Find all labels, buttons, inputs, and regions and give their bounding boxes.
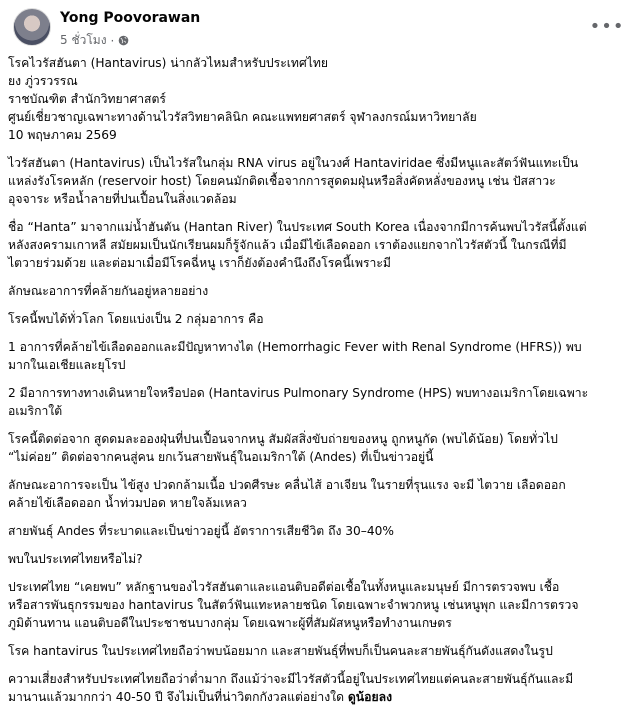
text-line: อุจจาระ หรือน้ำลายที่ปนเปื้อนในสิ่งแวดล้อม (8, 192, 237, 206)
author-name[interactable]: Yong Poovorawan (60, 10, 201, 26)
text-line: สายพันธุ์ Andes ที่ระบาดและเป็นข่าวอยู่นี้ อัตราการเสียชีวิต ถึง 30–40% (8, 524, 394, 538)
text-line: ลักษณะอาการจะเป็น ไข้สูง ปวดกล้ามเนื้อ ปวดศีรษะ คลื่นไส้ อาเจียน ในรายที่รุนแรง จะมี ไตวาย เลือดออก (8, 478, 566, 492)
text-line: 2 มีอาการทางทางเดินหายใจหรือปอด (Hantavirus Pulmonary Syndrome (HPS) พบทางอเมริกาโดยเฉพาะ (8, 386, 589, 400)
text-span: มานานแล้วมากกว่า 40-50 ปี จึงไม่เป็นที่น่าวิตกกังวลแต่อย่างใด (8, 690, 345, 704)
text-line: แหล่งรังโรคหลัก (reservoir host) โดยคนมักติดเชื้อจากการสูดดมฝุ่นหรือสิ่งคัดหลั่งของหนู เช่น ปัสสาวะ (8, 174, 556, 188)
text-line: ศูนย์เชี่ยวชาญเฉพาะทางด้านไวรัสวิทยาคลินิก คณะแพทยศาสตร์ จุฬาลงกรณ์มหาวิทยาลัย (8, 110, 477, 124)
author-avatar[interactable] (13, 8, 51, 46)
text-line: ยง ภู่วรวรรณ (8, 74, 78, 88)
meta-separator: · (110, 33, 115, 48)
text-line: ชื่อ “Hanta” มาจากแม่น้ำฮันตัน (Hantan River) ในประเทศ South Korea เนื่องจากมีการค้นพบไวรัสนี้ตั้งแต่ (8, 220, 587, 234)
text-line: “ไม่ค่อย” ติดต่อจากคนสู่คน ยกเว้นสายพันธุ์ในอเมริกาใต้ (Andes) ที่เป็นข่าวอยู่นี้ (8, 450, 434, 464)
post-body (8, 51, 628, 706)
text-line: โรคไวรัสฮันตา (Hantavirus) น่ากลัวไหมสำหรับประเทศไทย (8, 56, 329, 70)
text-line: พบในประเทศไทยหรือไม่? (8, 552, 143, 566)
text-line: ประเทศไทย “เคยพบ” หลักฐานของไวรัสฮันตาและแอนติบอดีต่อเชื้อในทั้งหนูและมนุษย์ มีการตรวจพบ เชื้อ (8, 580, 560, 594)
text-line: ไตวายร่วมด้วย และต่อมาเมื่อมีโรคฉี่หนู เราก็ยังต้องคำนึงถึงโรคนี้เพราะมี (8, 256, 391, 270)
text-line: ลักษณะอาการที่คล้ายกันอยู่หลายอย่าง (8, 284, 209, 298)
text-line: ภูมิต้านทาน แอนติบอดีในประชาชนบางกลุ่ม โดยเฉพาะผู้ที่สัมผัสหนูหรือทำงานเกษตร (8, 616, 452, 630)
see-less-link[interactable]: ดูน้อยลง (347, 690, 393, 704)
more-dots-icon[interactable]: ••• (589, 15, 625, 37)
globe-icon (118, 35, 129, 46)
text-line: มากในเอเชียและยุโรป (8, 358, 126, 372)
post-meta (60, 31, 129, 50)
text-line: อเมริกาใต้ (8, 404, 63, 418)
post-time[interactable]: 5 ชั่วโมง (60, 33, 107, 47)
text-line: โรคนี้พบได้ทั่วโลก โดยแบ่งเป็น 2 กลุ่มอาการ คือ (8, 312, 264, 326)
text-line (8, 688, 628, 706)
text-line: หรือสารพันธุกรรมของ hantavirus ในสัตว์ฟันแทะหลายชนิด โดยเฉพาะจำพวกหนู เช่นหนูพุก และมีการตรวจ (8, 598, 579, 612)
text-line: คล้ายไข้เลือดออก น้ำท่วมปอด หายใจล้มเหลว (8, 496, 247, 510)
text-line: โรค hantavirus ในประเทศไทยถือว่าพบน้อยมาก และสายพันธุ์ที่พบก็เป็นคนละสายพันธุ์กันดังแสดงในรูป (8, 644, 553, 658)
text-line: 1 อาการที่คล้ายไข้เลือดออกและมีปัญหาทางไต (Hemorrhagic Fever with Renal Syndrome (HFRS)) พบ (8, 340, 582, 354)
text-line: ราชบัณฑิต สำนักวิทยาศาสตร์ (8, 92, 166, 106)
text-line: 10 พฤษภาคม 2569 (8, 128, 117, 142)
text-line: ความเสี่ยงสำหรับประเทศไทยถือว่าต่ำมาก ถึงแม้ว่าจะมีไวรัสตัวนี้อยู่ในประเทศไทยแต่คนละสายพันธุ์กันและมี (8, 672, 574, 686)
text-line: หลังสงครามเกาหลี สมัยผมเป็นนักเรียนผมก็รู้จักแล้ว เมื่อมีไข้เลือดออก เราต้องแยกจากไวรัสตัวนี้ ในกรณีที่มี (8, 238, 567, 252)
post-header (6, 0, 629, 52)
text-line: โรคนี้ติดต่อจาก สูดดมละอองฝุ่นที่ปนเปื้อนจากหนู สัมผัสสิ่งขับถ่ายของหนู ถูกหนูกัด (พบได้น้อย) โดยทั่วไป (8, 432, 558, 446)
text-line: ไวรัสฮันตา (Hantavirus) เป็นไวรัสในกลุ่ม RNA virus อยู่ในวงศ์ Hantaviridae ซึ่งมีหนูและสัตว์ฟันแทะเป็น (8, 156, 579, 170)
